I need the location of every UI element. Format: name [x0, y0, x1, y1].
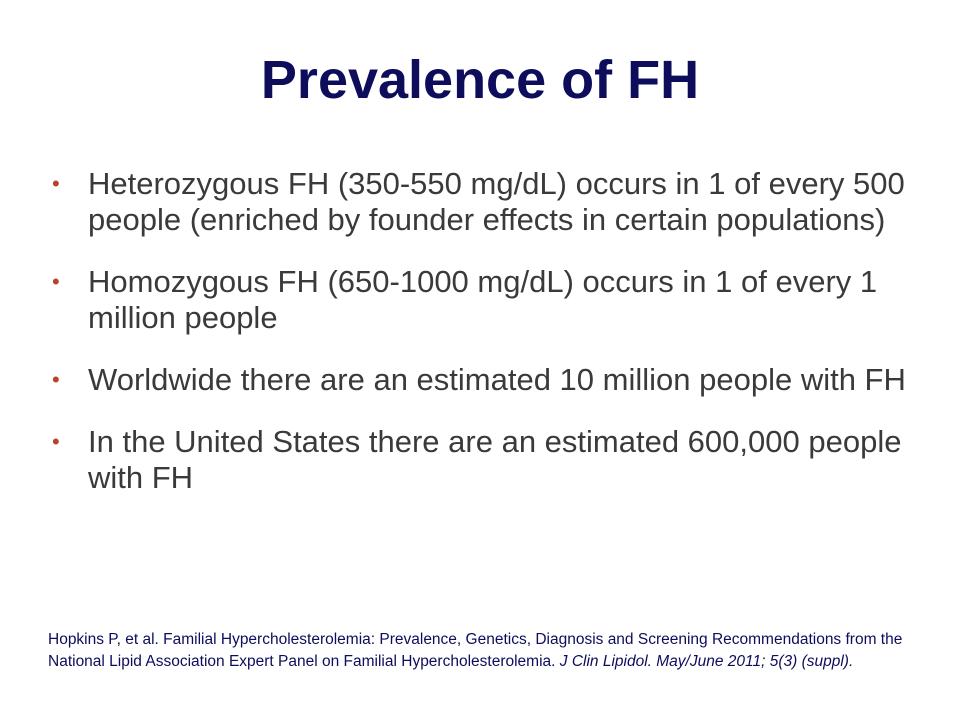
bullet-marker: •: [52, 269, 60, 294]
bullet-text: Homozygous FH (650-1000 mg/dL) occurs in 1 of every 1 million people: [88, 264, 878, 335]
bullet-text: In the United States there are an estimated 600,000 people with FH: [88, 424, 902, 495]
citation-journal: J Clin Lipidol. May/June 2011; 5(3) (suppl).: [559, 653, 854, 670]
bullet-text: Worldwide there are an estimated 10 million people with FH: [88, 362, 906, 397]
bullet-item: [48, 424, 908, 496]
bullet-text: Heterozygous FH (350-550 mg/dL) occurs in 1 of every 500 people (enriched by founder effects in certain populations): [88, 166, 905, 237]
bullet-item: [48, 264, 908, 336]
bullet-marker: •: [52, 171, 60, 196]
bullet-list: [48, 166, 908, 522]
citation-reference: Hopkins P, et al. Familial Hypercholesterolemia: Prevalence, Genetics, Diagnosis and Screening Recommendations from the National Lipid Association Expert Panel on Familial Hypercholesterolemia.: [48, 631, 903, 670]
bullet-item: [48, 362, 908, 398]
citation: [48, 629, 928, 673]
bullet-item: [48, 166, 908, 238]
bullet-marker: •: [52, 367, 60, 392]
bullet-marker: •: [52, 429, 60, 454]
slide-title: Prevalence of FH: [260, 50, 700, 110]
